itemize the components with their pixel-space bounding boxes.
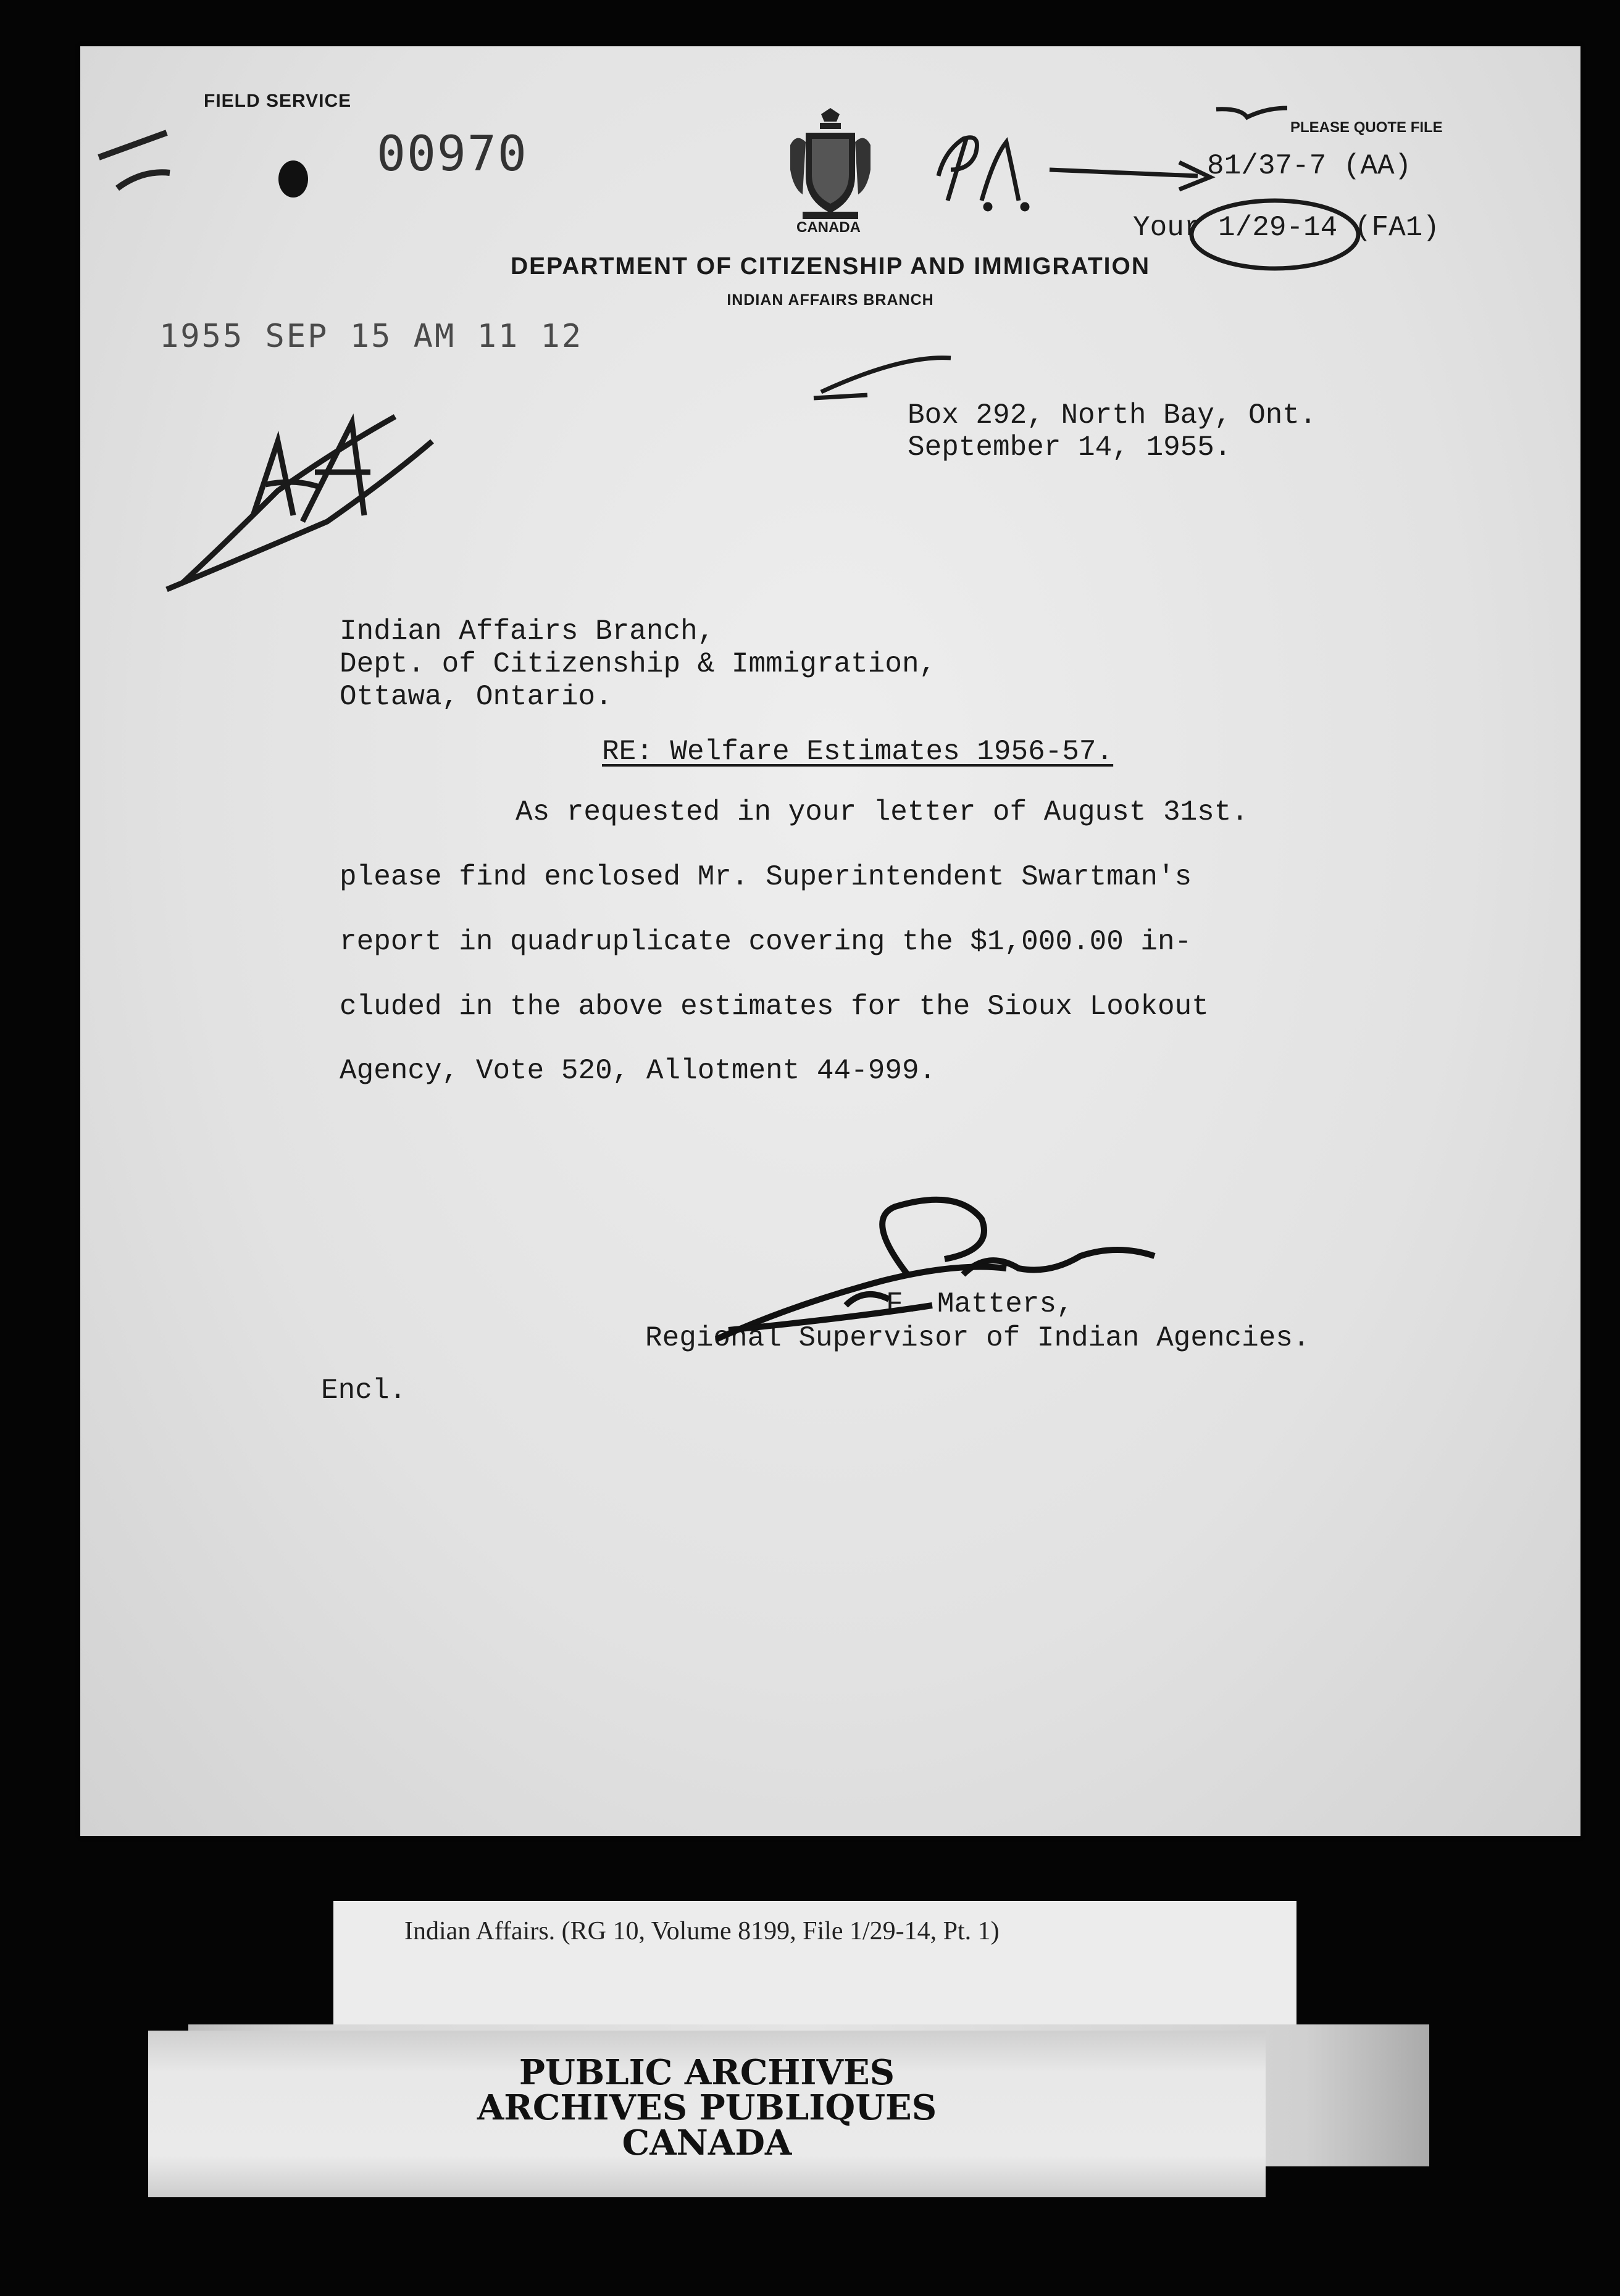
recipient-line: Indian Affairs Branch, [340,615,715,647]
handwriting-overlay [80,46,1580,1836]
ink-blot-icon [278,160,308,198]
letter-page [80,46,1580,1836]
body-line: As requested in your letter of August 31st. [516,796,1248,828]
sender-address-line: Box 292, North Bay, Ont. [908,399,1317,431]
signature-icon [716,1200,1154,1339]
received-date-stamp: 1955 SEP 15 AM 11 12 [159,318,583,355]
signatory-name: F. Matters, [886,1288,1074,1320]
file-number: 81/37-7 (AA) [1207,150,1412,182]
signatory-title: Regional Supervisor of Indian Agencies. [645,1322,1310,1354]
body-line: Agency, Vote 520, Allotment 44-999. [340,1055,937,1087]
initials-handwritten-icon [814,108,1358,398]
recipient-line: Ottawa, Ontario. [340,681,612,713]
archive-reference-text: Indian Affairs. (RG 10, Volume 8199, File 1/29-14, Pt. 1) [404,1917,1000,1945]
archive-line-english: PUBLIC ARCHIVES [519,2052,895,2093]
pen-mark-icon [99,133,170,188]
letter-date: September 14, 1955. [908,431,1232,464]
archive-line-french: ARCHIVES PUBLIQUES [477,2087,937,2128]
recipient-line: Dept. of Citizenship & Immigration, [340,648,937,680]
body-line: please find enclosed Mr. Superintendent Swartman's [340,861,1192,893]
archive-reference-label [333,1901,1296,2024]
field-service-label: FIELD SERVICE [204,91,352,111]
body-line: report in quadruplicate covering the $1,000.00 in- [340,926,1192,958]
crest-caption: CANADA [796,219,861,236]
please-quote-label: PLEASE QUOTE FILE [1290,119,1443,136]
department-title: DEPARTMENT OF CITIZENSHIP AND IMMIGRATION [510,253,1151,280]
body-line: cluded in the above estimates for the Sioux Lookout [340,991,1209,1023]
archive-stamp-label [148,2031,1266,2197]
enclosure-note: Encl. [321,1375,407,1407]
your-reference: Your 1/29-14 (FA1) [1133,212,1440,244]
department-branch: INDIAN AFFAIRS BRANCH [727,291,934,309]
archive-line-country: CANADA [622,2123,792,2163]
approval-scribble-icon [167,417,432,589]
subject-line: RE: Welfare Estimates 1956-57. [602,736,1114,768]
stamp-number: 00970 [377,127,528,182]
